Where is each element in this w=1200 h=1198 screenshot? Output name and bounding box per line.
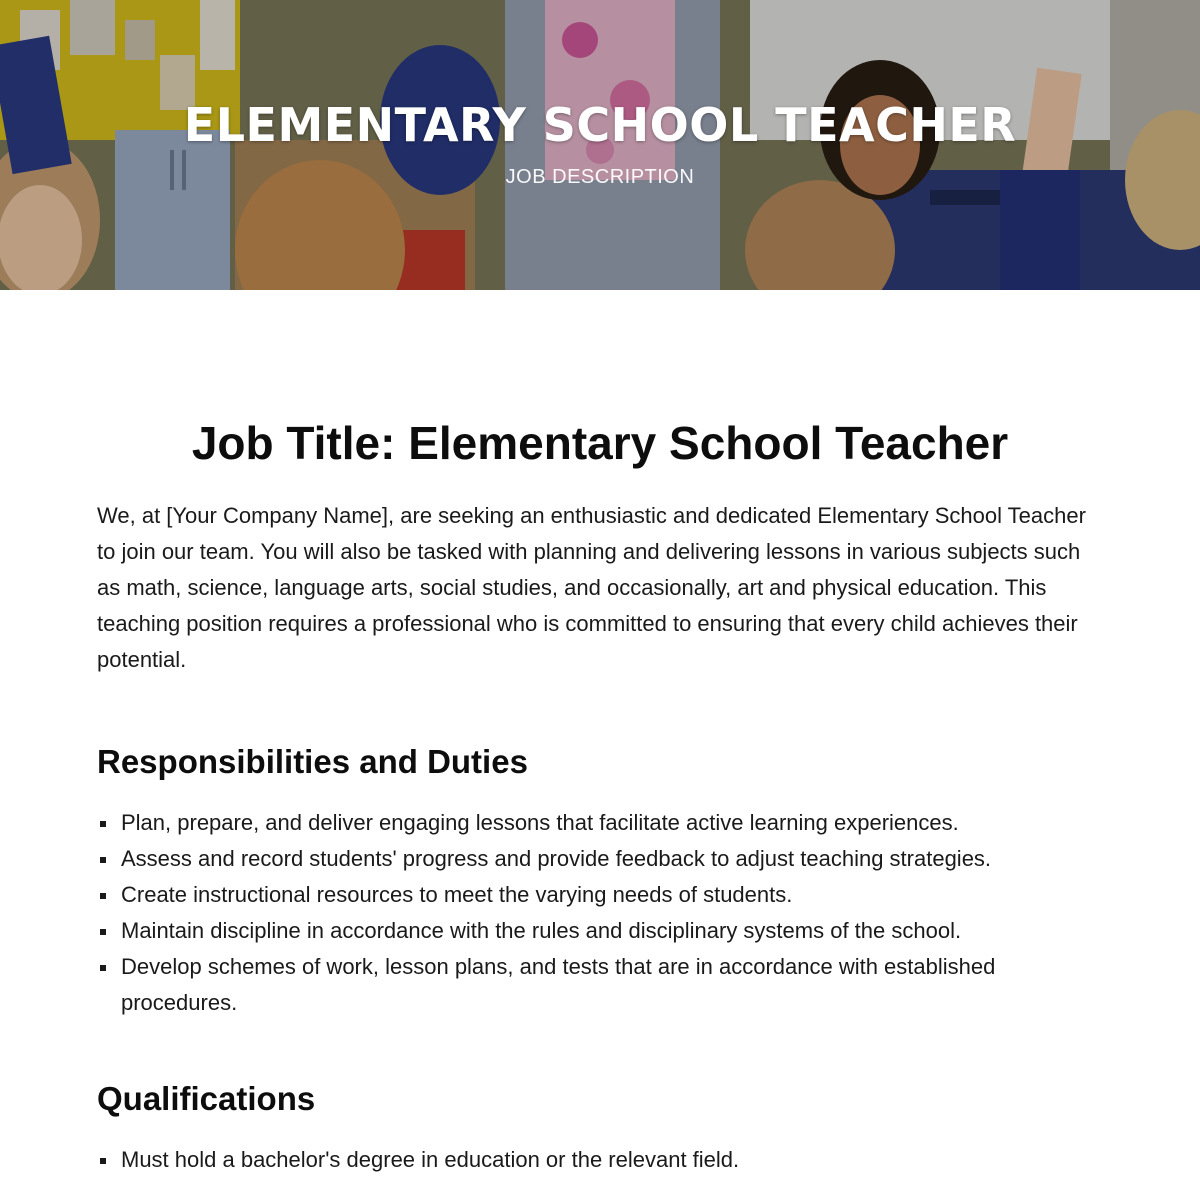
list-item: Assess and record students' progress and provide feedback to adjust teaching strategies. [97, 841, 1103, 877]
responsibilities-section [97, 740, 1103, 1021]
qualifications-heading: Qualifications [97, 1080, 316, 1117]
list-item: Create instructional resources to meet the varying needs of students. [97, 877, 1103, 913]
qualifications-section [97, 1077, 1103, 1178]
responsibilities-heading: Responsibilities and Duties [97, 743, 528, 780]
list-item: Develop schemes of work, lesson plans, and tests that are in accordance with established procedures. [97, 949, 1103, 1021]
list-item: Maintain discipline in accordance with the rules and disciplinary systems of the school. [97, 913, 1103, 949]
hero-banner [0, 0, 1200, 290]
list-item: Must hold a bachelor's degree in education or the relevant field. [97, 1142, 1103, 1178]
hero-title: ELEMENTARY SCHOOL TEACHER [183, 98, 1017, 152]
document-body [97, 410, 1103, 1178]
intro-paragraph: We, at [Your Company Name], are seeking an enthusiastic and dedicated Elementary School Teacher to join our team. You will also be tasked with planning and delivering lessons in various subjects such as math, science, language arts, social studies, and occasionally, art and physical education. This teaching position requires a professional who is committed to ensuring that every child achieves their potential. [97, 503, 1086, 672]
responsibilities-list [97, 805, 1103, 1021]
job-title: Job Title: Elementary School Teacher [191, 417, 1009, 469]
qualifications-list [97, 1142, 1103, 1178]
list-item: Plan, prepare, and deliver engaging lessons that facilitate active learning experiences. [97, 805, 1103, 841]
hero-subtitle: JOB DESCRIPTION [505, 166, 695, 188]
